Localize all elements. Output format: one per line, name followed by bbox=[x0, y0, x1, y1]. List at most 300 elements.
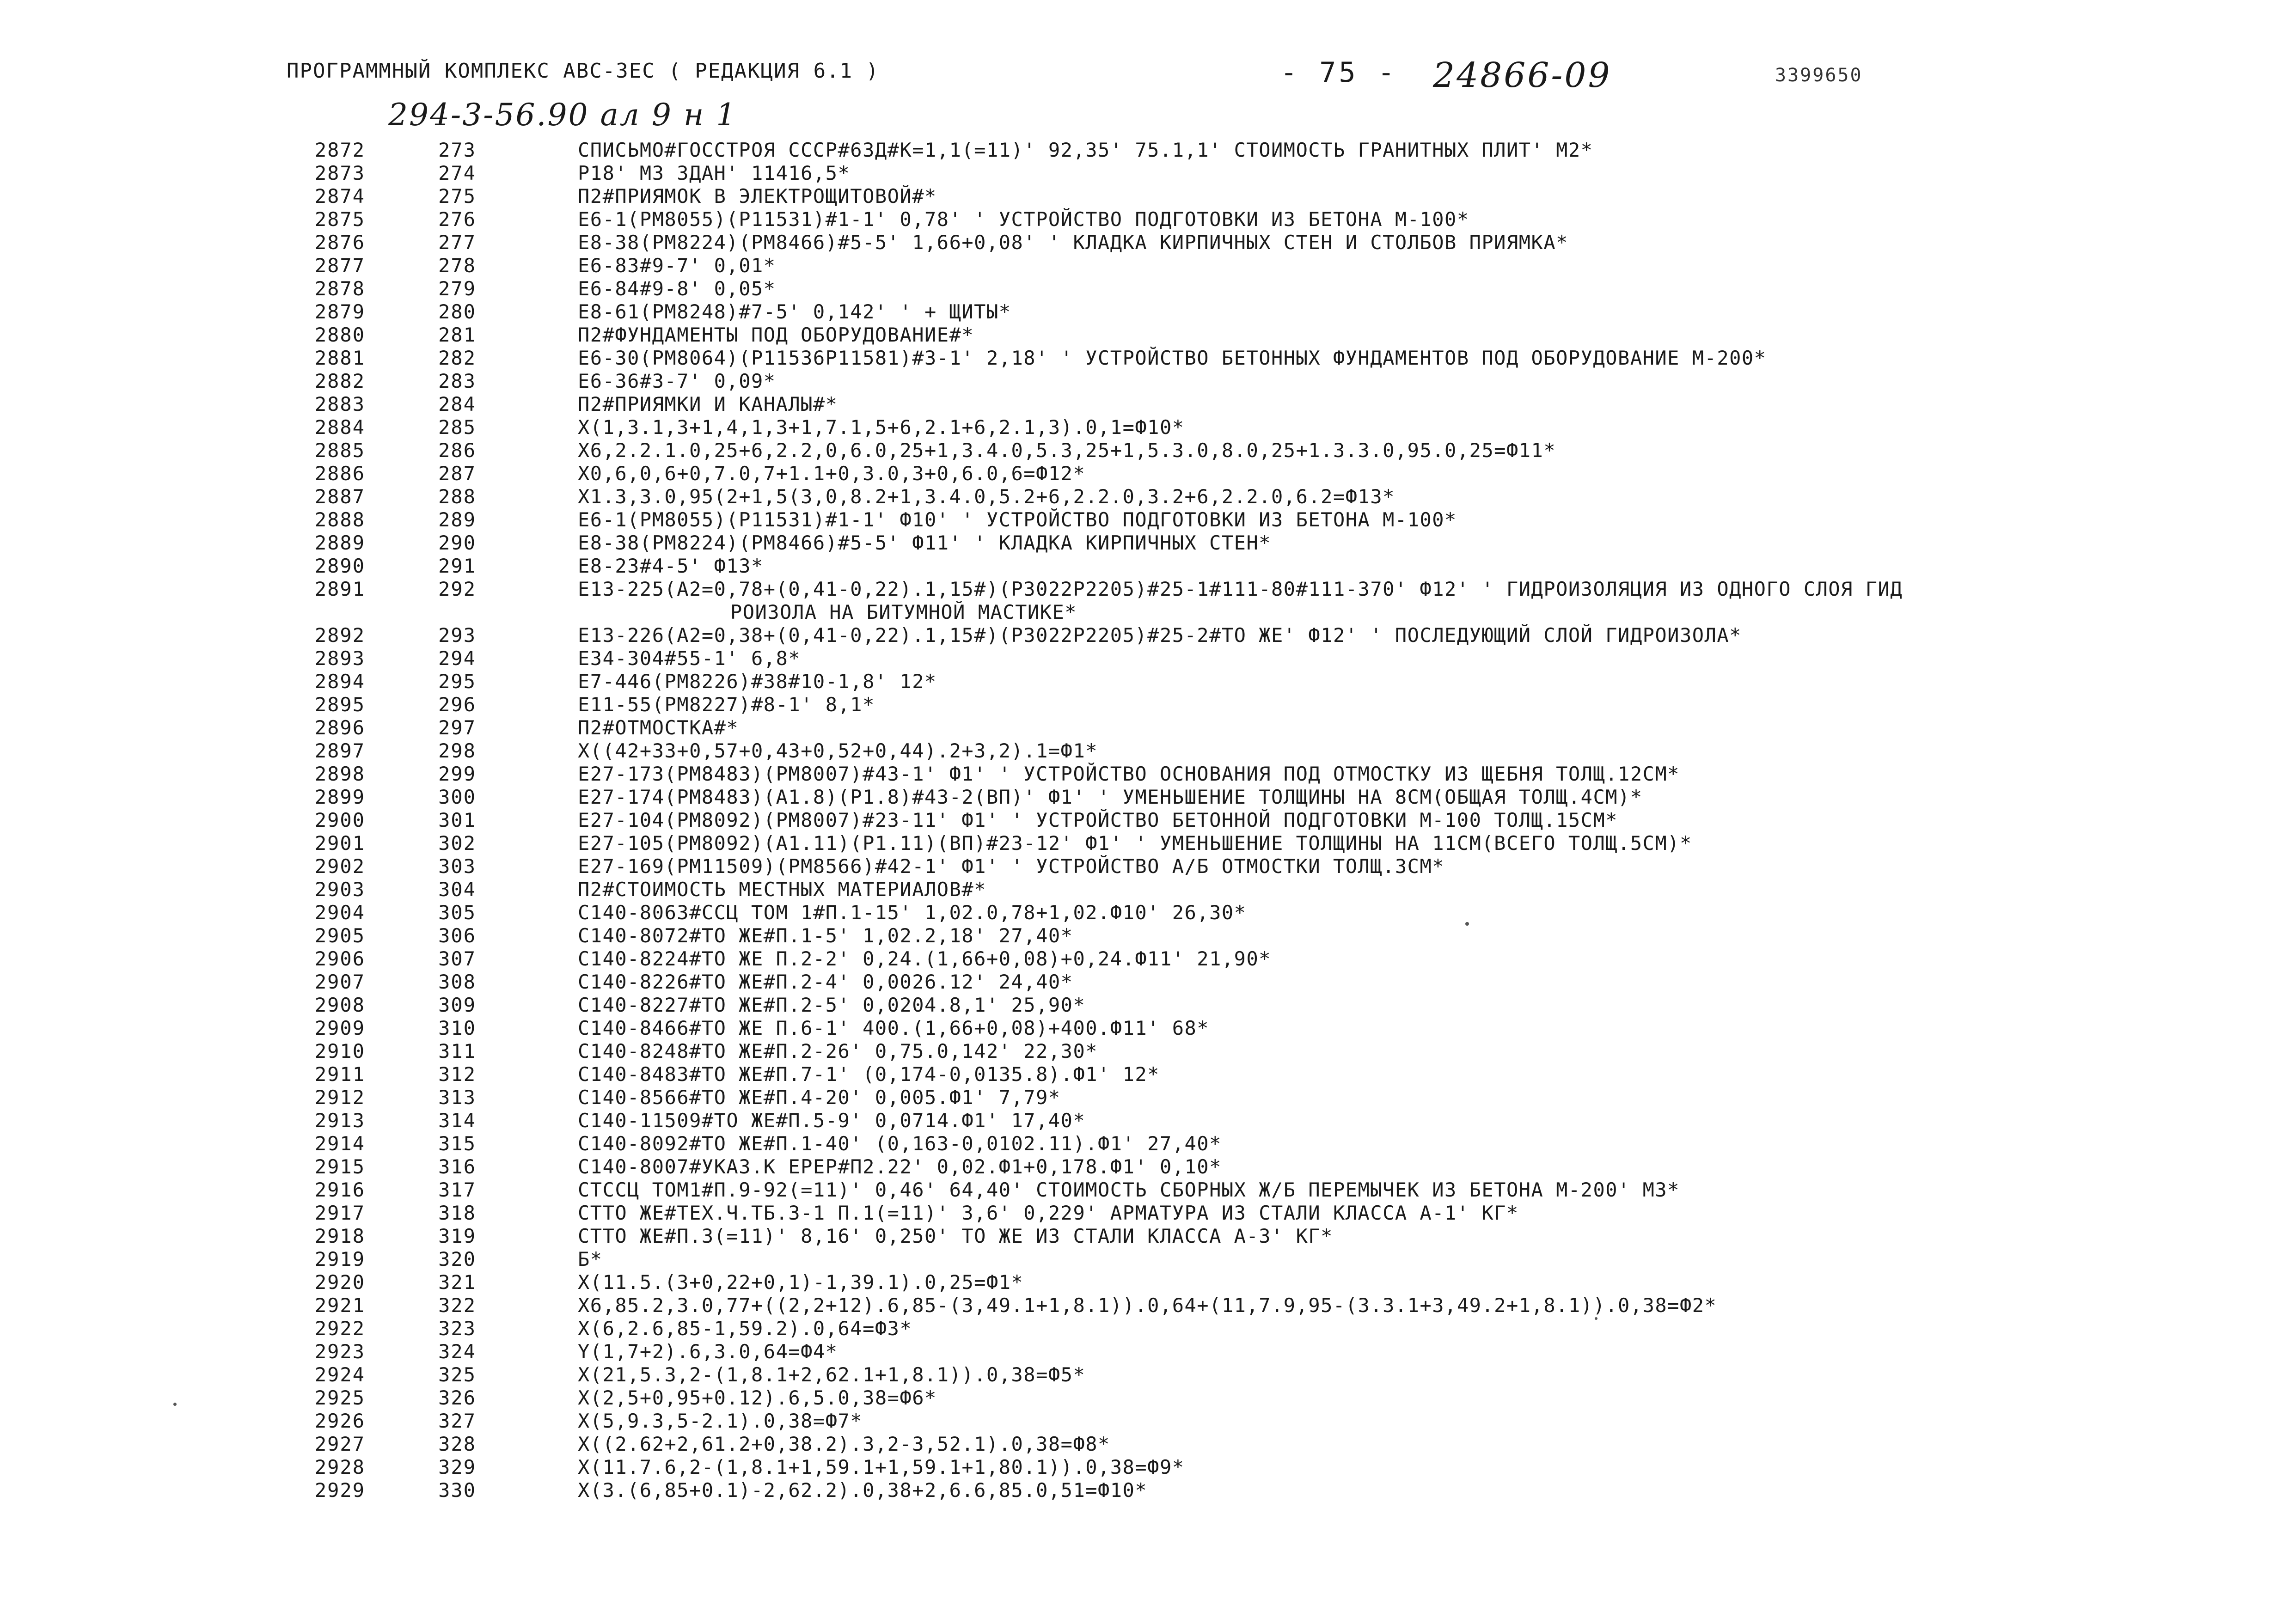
code-text bbox=[578, 693, 2265, 716]
statement-number: 296 bbox=[438, 693, 476, 716]
line-sequence-number: 2872 bbox=[314, 139, 365, 161]
line-sequence-number: 2906 bbox=[314, 947, 365, 970]
code-text bbox=[578, 254, 2265, 277]
code-text bbox=[578, 1248, 2265, 1271]
code-text-main: Е27-169(РМ11509)(РМ8566)#42-1' Ф1' ' УСТРОЙСТВО А/Б ОТМОСТКИ ТОЛЩ.3СМ* bbox=[578, 855, 1445, 878]
code-text-main: СПИСЬМО#ГОССТРОЯ СССР#63Д#К=1,1(=11)' 92,35' 75.1,1' СТОИМОСТЬ ГРАНИТНЫХ ПЛИТ' М2* bbox=[578, 139, 1593, 161]
code-listing bbox=[0, 139, 2295, 1502]
code-text-main: Е8-38(РМ8224)(РМ8466)#5-5' 1,66+0,08' ' КЛАДКА КИРПИЧНЫХ СТЕН И СТОЛБОВ ПРИЯМКА* bbox=[578, 231, 1568, 254]
listing-row bbox=[0, 555, 2295, 578]
code-text-main: Е7-446(РМ8226)#38#10-1,8' 12* bbox=[578, 670, 937, 693]
line-sequence-number: 2879 bbox=[314, 300, 365, 323]
listing-row bbox=[0, 1202, 2295, 1225]
code-text bbox=[578, 878, 2265, 901]
listing-row bbox=[0, 1433, 2295, 1456]
code-text bbox=[578, 855, 2265, 878]
statement-number: 295 bbox=[438, 670, 476, 693]
statement-number: 292 bbox=[438, 578, 476, 600]
statement-number: 315 bbox=[438, 1132, 476, 1155]
code-text-main: Х((42+33+0,57+0,43+0,52+0,44).2+3,2).1=Ф1* bbox=[578, 739, 1098, 762]
line-sequence-number: 2921 bbox=[314, 1294, 365, 1317]
code-text-main: СТССЦ ТОМ1#П.9-92(=11)' 0,46' 64,40' СТОИМОСТЬ СБОРНЫХ Ж/Б ПЕРЕМЫЧЕК ИЗ БЕТОНА М-200' М3* bbox=[578, 1178, 1680, 1201]
statement-number: 289 bbox=[438, 508, 476, 531]
statement-number: 326 bbox=[438, 1386, 476, 1409]
code-text-main: Е6-1(РМ8055)(Р11531)#1-1' Ф10' ' УСТРОЙСТВО ПОДГОТОВКИ ИЗ БЕТОНА М-100* bbox=[578, 508, 1457, 531]
listing-row bbox=[0, 1017, 2295, 1040]
listing-row bbox=[0, 947, 2295, 971]
line-sequence-number: 2891 bbox=[314, 578, 365, 600]
code-text-main: С140-8063#ССЦ ТОМ 1#П.1-15' 1,02.0,78+1,02.Ф10' 26,30* bbox=[578, 901, 1247, 924]
document-code: 3399650 bbox=[1775, 65, 1863, 86]
listing-row bbox=[0, 1132, 2295, 1155]
line-sequence-number: 2874 bbox=[314, 185, 365, 208]
code-text bbox=[578, 139, 2265, 162]
code-text bbox=[578, 531, 2265, 555]
listing-row bbox=[0, 1340, 2295, 1363]
statement-number: 299 bbox=[438, 763, 476, 785]
statement-number: 305 bbox=[438, 901, 476, 924]
listing-row bbox=[0, 1271, 2295, 1294]
code-text bbox=[578, 1294, 2265, 1317]
code-text-main: Х1.3,3.0,95(2+1,5(3,0,8.2+1,3.4.0,5.2+6,2.2.0,3.2+6,2.2.0,6.2=Ф13* bbox=[578, 485, 1395, 508]
statement-number: 273 bbox=[438, 139, 476, 161]
code-text-main: Е6-36#3-7' 0,09* bbox=[578, 370, 776, 392]
code-text-main: С140-8226#ТО ЖЕ#П.2-4' 0,0026.12' 24,40* bbox=[578, 971, 1073, 993]
code-text-main: П2#ОТМОСТКА#* bbox=[578, 716, 739, 739]
statement-number: 274 bbox=[438, 162, 476, 184]
statement-number: 278 bbox=[438, 254, 476, 277]
statement-number: 322 bbox=[438, 1294, 476, 1317]
statement-number: 310 bbox=[438, 1017, 476, 1039]
listing-row bbox=[0, 324, 2295, 347]
code-text bbox=[578, 716, 2265, 739]
listing-row bbox=[0, 370, 2295, 393]
statement-number: 302 bbox=[438, 832, 476, 855]
listing-row bbox=[0, 1086, 2295, 1109]
code-text bbox=[578, 485, 2265, 508]
line-sequence-number: 2911 bbox=[314, 1063, 365, 1086]
line-sequence-number: 2901 bbox=[314, 832, 365, 855]
code-text bbox=[578, 462, 2265, 485]
listing-row bbox=[0, 1294, 2295, 1317]
code-text bbox=[578, 324, 2265, 347]
statement-number: 307 bbox=[438, 947, 476, 970]
line-sequence-number: 2873 bbox=[314, 162, 365, 184]
listing-row bbox=[0, 855, 2295, 878]
code-text bbox=[578, 624, 2265, 647]
line-sequence-number: 2895 bbox=[314, 693, 365, 716]
scan-speck bbox=[1465, 922, 1469, 926]
code-text-main: Х0,6,0,6+0,7.0,7+1.1+0,3.0,3+0,6.0,6=Ф12* bbox=[578, 462, 1086, 485]
line-sequence-number: 2912 bbox=[314, 1086, 365, 1109]
code-text bbox=[578, 277, 2265, 300]
listing-row bbox=[0, 578, 2295, 624]
listing-row bbox=[0, 624, 2295, 647]
statement-number: 283 bbox=[438, 370, 476, 392]
listing-row bbox=[0, 208, 2295, 231]
code-text-main: С140-8466#ТО ЖЕ П.6-1' 400.(1,66+0,08)+400.Ф11' 68* bbox=[578, 1017, 1210, 1039]
code-text bbox=[578, 1086, 2265, 1109]
code-text-main: Х6,2.2.1.0,25+6,2.2,0,6.0,25+1,3.4.0,5.3,25+1,5.3.0,8.0,25+1.3.3.0,95.0,25=Ф11* bbox=[578, 439, 1556, 462]
line-sequence-number: 2913 bbox=[314, 1109, 365, 1132]
code-text-main: Е6-30(РМ8064)(Р11536Р11581)#3-1' 2,18' ' УСТРОЙСТВО БЕТОННЫХ ФУНДАМЕНТОВ ПОД ОБОРУДОВАНИЕ М-200* bbox=[578, 347, 1767, 369]
code-text-main: Е27-104(РМ8092)(РМ8007)#23-11' Ф1' ' УСТРОЙСТВО БЕТОННОЙ ПОДГОТОВКИ М-100 ТОЛЩ.15СМ* bbox=[578, 809, 1618, 831]
statement-number: 275 bbox=[438, 185, 476, 208]
code-text-main: Е27-105(РМ8092)(А1.11)(Р1.11)(ВП)#23-12' Ф1' ' УМЕНЬШЕНИЕ ТОЛЩИНЫ НА 11СМ(ВСЕГО ТОЛЩ.5СМ)* bbox=[578, 832, 1692, 855]
line-sequence-number: 2887 bbox=[314, 485, 365, 508]
listing-row bbox=[0, 277, 2295, 300]
code-text bbox=[578, 508, 2265, 531]
code-text-main: Е34-304#55-1' 6,8* bbox=[578, 647, 801, 670]
code-text-main: Е13-225(А2=0,78+(0,41-0,22).1,15#)(Р3022Р2205)#25-1#111-80#111-370' Ф12' ' ГИДРОИЗОЛЯЦИЯ ИЗ ОДНОГО СЛОЯ ГИД bbox=[578, 578, 1903, 600]
line-sequence-number: 2914 bbox=[314, 1132, 365, 1155]
code-text bbox=[578, 947, 2265, 971]
listing-row bbox=[0, 809, 2295, 832]
line-sequence-number: 2918 bbox=[314, 1225, 365, 1247]
line-sequence-number: 2878 bbox=[314, 277, 365, 300]
code-text-main: Х((2.62+2,61.2+0,38.2).3,2-3,52.1).0,38=Ф8* bbox=[578, 1433, 1110, 1455]
code-text bbox=[578, 1040, 2265, 1063]
statement-number: 284 bbox=[438, 393, 476, 415]
line-sequence-number: 2920 bbox=[314, 1271, 365, 1294]
code-text-main: С140-8092#ТО ЖЕ#П.1-40' (0,163-0,0102.11).Ф1' 27,40* bbox=[578, 1132, 1222, 1155]
listing-row bbox=[0, 393, 2295, 416]
listing-row bbox=[0, 162, 2295, 185]
listing-row bbox=[0, 1410, 2295, 1433]
handwritten-reference: 294-3-56.90 ал 9 н 1 bbox=[388, 97, 737, 133]
line-sequence-number: 2927 bbox=[314, 1433, 365, 1455]
listing-row bbox=[0, 439, 2295, 462]
scan-speck bbox=[1595, 1317, 1597, 1320]
line-sequence-number: 2882 bbox=[314, 370, 365, 392]
code-text bbox=[578, 1202, 2265, 1225]
statement-number: 320 bbox=[438, 1248, 476, 1270]
line-sequence-number: 2883 bbox=[314, 393, 365, 415]
listing-row bbox=[0, 508, 2295, 531]
listing-row bbox=[0, 1040, 2295, 1063]
line-sequence-number: 2926 bbox=[314, 1410, 365, 1432]
code-text bbox=[578, 786, 2265, 809]
statement-number: 314 bbox=[438, 1109, 476, 1132]
line-sequence-number: 2888 bbox=[314, 508, 365, 531]
listing-row bbox=[0, 716, 2295, 739]
statement-number: 276 bbox=[438, 208, 476, 231]
listing-row bbox=[0, 1456, 2295, 1479]
statement-number: 293 bbox=[438, 624, 476, 647]
code-text bbox=[578, 1479, 2265, 1502]
statement-number: 282 bbox=[438, 347, 476, 369]
listing-row bbox=[0, 670, 2295, 693]
code-text-main: С140-8007#УКАЗ.К ЕРЕР#П2.22' 0,02.Ф1+0,178.Ф1' 0,10* bbox=[578, 1155, 1222, 1178]
code-text-main: С140-8224#ТО ЖЕ П.2-2' 0,24.(1,66+0,08)+0,24.Ф11' 21,90* bbox=[578, 947, 1272, 970]
code-text bbox=[578, 1178, 2265, 1202]
statement-number: 321 bbox=[438, 1271, 476, 1294]
statement-number: 291 bbox=[438, 555, 476, 577]
statement-number: 279 bbox=[438, 277, 476, 300]
listing-row bbox=[0, 531, 2295, 555]
statement-number: 288 bbox=[438, 485, 476, 508]
line-sequence-number: 2875 bbox=[314, 208, 365, 231]
code-text-main: Е8-38(РМ8224)(РМ8466)#5-5' Ф11' ' КЛАДКА КИРПИЧНЫХ СТЕН* bbox=[578, 531, 1272, 554]
code-text-main: Е8-23#4-5' Ф13* bbox=[578, 555, 764, 577]
line-sequence-number: 2924 bbox=[314, 1363, 365, 1386]
code-text-main: СТТО ЖЕ#П.3(=11)' 8,16' 0,250' ТО ЖЕ ИЗ СТАЛИ КЛАССА А-3' КГ* bbox=[578, 1225, 1333, 1247]
statement-number: 280 bbox=[438, 300, 476, 323]
line-sequence-number: 2908 bbox=[314, 994, 365, 1016]
code-text bbox=[578, 1132, 2265, 1155]
code-text bbox=[578, 1410, 2265, 1433]
code-text bbox=[578, 994, 2265, 1017]
line-sequence-number: 2899 bbox=[314, 786, 365, 808]
statement-number: 309 bbox=[438, 994, 476, 1016]
listing-row bbox=[0, 878, 2295, 901]
scan-speck bbox=[173, 1403, 177, 1406]
document-number-handwritten: 24866-09 bbox=[1433, 55, 1612, 95]
code-text bbox=[578, 300, 2265, 324]
statement-number: 298 bbox=[438, 739, 476, 762]
code-text-main: П2#СТОИМОСТЬ МЕСТНЫХ МАТЕРИАЛОВ#* bbox=[578, 878, 986, 901]
statement-number: 286 bbox=[438, 439, 476, 462]
listing-row bbox=[0, 832, 2295, 855]
statement-number: 319 bbox=[438, 1225, 476, 1247]
code-text-main: П2#ФУНДАМЕНТЫ ПОД ОБОРУДОВАНИЕ#* bbox=[578, 324, 974, 346]
code-text-main: С140-8227#ТО ЖЕ#П.2-5' 0,0204.8,1' 25,90* bbox=[578, 994, 1086, 1016]
code-text bbox=[578, 1363, 2265, 1386]
line-sequence-number: 2885 bbox=[314, 439, 365, 462]
code-text bbox=[578, 670, 2265, 693]
listing-row bbox=[0, 1363, 2295, 1386]
code-text bbox=[578, 370, 2265, 393]
line-sequence-number: 2903 bbox=[314, 878, 365, 901]
code-text bbox=[578, 1433, 2265, 1456]
code-text-main: С140-8072#ТО ЖЕ#П.1-5' 1,02.2,18' 27,40* bbox=[578, 924, 1073, 947]
listing-row bbox=[0, 1155, 2295, 1178]
code-text-main: Е27-173(РМ8483)(РМ8007)#43-1' Ф1' ' УСТРОЙСТВО ОСНОВАНИЯ ПОД ОТМОСТКУ ИЗ ЩЕБНЯ ТОЛЩ.12СМ* bbox=[578, 763, 1680, 785]
listing-row bbox=[0, 231, 2295, 254]
statement-number: 297 bbox=[438, 716, 476, 739]
line-sequence-number: 2904 bbox=[314, 901, 365, 924]
code-text bbox=[578, 578, 2265, 624]
statement-number: 303 bbox=[438, 855, 476, 878]
code-text bbox=[578, 832, 2265, 855]
code-text-main: Х(3.(6,85+0.1)-2,62.2).0,38+2,6.6,85.0,51=Ф10* bbox=[578, 1479, 1148, 1502]
code-text-main: Х(5,9.3,5-2.1).0,38=Ф7* bbox=[578, 1410, 863, 1432]
line-sequence-number: 2905 bbox=[314, 924, 365, 947]
statement-number: 330 bbox=[438, 1479, 476, 1502]
listing-row bbox=[0, 1109, 2295, 1132]
code-text-main: Е11-55(РМ8227)#8-1' 8,1* bbox=[578, 693, 875, 716]
code-text-main: Е6-1(РМ8055)(Р11531)#1-1' 0,78' ' УСТРОЙСТВО ПОДГОТОВКИ ИЗ БЕТОНА М-100* bbox=[578, 208, 1469, 231]
code-text-main: С140-8566#ТО ЖЕ#П.4-20' 0,005.Ф1' 7,79* bbox=[578, 1086, 1061, 1109]
code-text bbox=[578, 1225, 2265, 1248]
listing-row bbox=[0, 647, 2295, 670]
statement-number: 323 bbox=[438, 1317, 476, 1340]
statement-number: 327 bbox=[438, 1410, 476, 1432]
line-sequence-number: 2900 bbox=[314, 809, 365, 831]
code-text-main: С140-11509#ТО ЖЕ#П.5-9' 0,0714.Ф1' 17,40* bbox=[578, 1109, 1086, 1132]
code-text-main: Y(1,7+2).6,3.0,64=Ф4* bbox=[578, 1340, 838, 1363]
listing-row bbox=[0, 901, 2295, 924]
listing-row bbox=[0, 924, 2295, 947]
statement-number: 281 bbox=[438, 324, 476, 346]
code-text bbox=[578, 416, 2265, 439]
statement-number: 312 bbox=[438, 1063, 476, 1086]
code-text bbox=[578, 185, 2265, 208]
statement-number: 325 bbox=[438, 1363, 476, 1386]
line-sequence-number: 2909 bbox=[314, 1017, 365, 1039]
code-text-main: Х(11.5.(3+0,22+0,1)-1,39.1).0,25=Ф1* bbox=[578, 1271, 1024, 1294]
code-text bbox=[578, 231, 2265, 254]
line-sequence-number: 2892 bbox=[314, 624, 365, 647]
line-sequence-number: 2880 bbox=[314, 324, 365, 346]
code-text bbox=[578, 208, 2265, 231]
listing-row bbox=[0, 139, 2295, 162]
code-text bbox=[578, 647, 2265, 670]
line-sequence-number: 2902 bbox=[314, 855, 365, 878]
line-sequence-number: 2910 bbox=[314, 1040, 365, 1062]
statement-number: 308 bbox=[438, 971, 476, 993]
line-sequence-number: 2917 bbox=[314, 1202, 365, 1224]
listing-row bbox=[0, 462, 2295, 485]
listing-row bbox=[0, 485, 2295, 508]
listing-row bbox=[0, 254, 2295, 277]
code-text-main: Е6-84#9-8' 0,05* bbox=[578, 277, 776, 300]
line-sequence-number: 2916 bbox=[314, 1178, 365, 1201]
statement-number: 329 bbox=[438, 1456, 476, 1478]
listing-row bbox=[0, 739, 2295, 763]
line-sequence-number: 2886 bbox=[314, 462, 365, 485]
code-text-continuation: РОИЗОЛА НА БИТУМНОЙ МАСТИКЕ* bbox=[730, 601, 1077, 623]
line-sequence-number: 2893 bbox=[314, 647, 365, 670]
code-text bbox=[578, 901, 2265, 924]
line-sequence-number: 2925 bbox=[314, 1386, 365, 1409]
code-text bbox=[578, 162, 2265, 185]
code-text-main: С140-8248#ТО ЖЕ#П.2-26' 0,75.0,142' 22,30* bbox=[578, 1040, 1098, 1062]
code-text-main: Е6-83#9-7' 0,01* bbox=[578, 254, 776, 277]
listing-row bbox=[0, 971, 2295, 994]
statement-number: 287 bbox=[438, 462, 476, 485]
code-text-main: С140-8483#ТО ЖЕ#П.7-1' (0,174-0,0135.8).Ф1' 12* bbox=[578, 1063, 1160, 1086]
code-text bbox=[578, 1317, 2265, 1340]
code-text bbox=[578, 393, 2265, 416]
code-text-main: Х(1,3.1,3+1,4,1,3+1,7.1,5+6,2.1+6,2.1,3).0,1=Ф10* bbox=[578, 416, 1185, 439]
statement-number: 317 bbox=[438, 1178, 476, 1201]
listing-row bbox=[0, 1386, 2295, 1410]
code-text-main: Е27-174(РМ8483)(А1.8)(Р1.8)#43-2(ВП)' Ф1' ' УМЕНЬШЕНИЕ ТОЛЩИНЫ НА 8СМ(ОБЩАЯ ТОЛЩ.4СМ)* bbox=[578, 786, 1643, 808]
code-text-main: Х(2,5+0,95+0.12).6,5.0,38=Ф6* bbox=[578, 1386, 937, 1409]
line-sequence-number: 2897 bbox=[314, 739, 365, 762]
code-text bbox=[578, 1017, 2265, 1040]
line-sequence-number: 2922 bbox=[314, 1317, 365, 1340]
code-text-main: Р18' МЗ ЗДАН' 11416,5* bbox=[578, 162, 851, 184]
code-text-main: СТТО ЖЕ#ТЕХ.Ч.ТБ.3-1 П.1(=11)' 3,6' 0,229' АРМАТУРА ИЗ СТАЛИ КЛАССА А-1' КГ* bbox=[578, 1202, 1519, 1224]
line-sequence-number: 2889 bbox=[314, 531, 365, 554]
line-sequence-number: 2884 bbox=[314, 416, 365, 439]
code-text bbox=[578, 347, 2265, 370]
line-sequence-number: 2894 bbox=[314, 670, 365, 693]
listing-row bbox=[0, 1178, 2295, 1202]
line-sequence-number: 2890 bbox=[314, 555, 365, 577]
listing-row bbox=[0, 347, 2295, 370]
code-text bbox=[578, 555, 2265, 578]
line-sequence-number: 2877 bbox=[314, 254, 365, 277]
code-text bbox=[578, 1340, 2265, 1363]
listing-row bbox=[0, 1225, 2295, 1248]
page-number: - 75 - bbox=[1280, 56, 1397, 89]
code-text bbox=[578, 1456, 2265, 1479]
code-text-main: Е8-61(РМ8248)#7-5' 0,142' ' + ЩИТЫ* bbox=[578, 300, 1011, 323]
statement-number: 316 bbox=[438, 1155, 476, 1178]
listing-row bbox=[0, 763, 2295, 786]
statement-number: 328 bbox=[438, 1433, 476, 1455]
statement-number: 301 bbox=[438, 809, 476, 831]
code-text bbox=[578, 763, 2265, 786]
code-text-main: Б* bbox=[578, 1248, 603, 1270]
code-text bbox=[578, 1155, 2265, 1178]
code-text-main: Х(21,5.3,2-(1,8.1+2,62.1+1,8.1)).0,38=Ф5* bbox=[578, 1363, 1086, 1386]
code-text bbox=[578, 971, 2265, 994]
line-sequence-number: 2896 bbox=[314, 716, 365, 739]
code-text bbox=[578, 1271, 2265, 1294]
line-sequence-number: 2929 bbox=[314, 1479, 365, 1502]
code-text bbox=[578, 1063, 2265, 1086]
listing-row bbox=[0, 300, 2295, 324]
code-text bbox=[578, 439, 2265, 462]
listing-row bbox=[0, 1317, 2295, 1340]
line-sequence-number: 2898 bbox=[314, 763, 365, 785]
listing-row bbox=[0, 1248, 2295, 1271]
code-text-main: Х6,85.2,3.0,77+((2,2+12).6,85-(3,49.1+1,8.1)).0,64+(11,7.9,95-(3.3.1+3,49.2+1,8.1)).0,38=Ф2* bbox=[578, 1294, 1717, 1317]
code-text-main: Е13-226(А2=0,38+(0,41-0,22).1,15#)(Р3022Р2205)#25-2#ТО ЖЕ' Ф12' ' ПОСЛЕДУЮЩИЙ СЛОЙ ГИДРОИЗОЛА* bbox=[578, 624, 1742, 647]
code-text bbox=[578, 1109, 2265, 1132]
code-text-main: П2#ПРИЯМКИ И КАНАЛЫ#* bbox=[578, 393, 838, 415]
line-sequence-number: 2881 bbox=[314, 347, 365, 369]
code-text-main: П2#ПРИЯМОК В ЭЛЕКТРОЩИТОВОЙ#* bbox=[578, 185, 937, 208]
statement-number: 285 bbox=[438, 416, 476, 439]
listing-row bbox=[0, 1479, 2295, 1502]
code-text-main: Х(11.7.6,2-(1,8.1+1,59.1+1,59.1+1,80.1)).0,38=Ф9* bbox=[578, 1456, 1185, 1478]
statement-number: 324 bbox=[438, 1340, 476, 1363]
statement-number: 318 bbox=[438, 1202, 476, 1224]
line-sequence-number: 2923 bbox=[314, 1340, 365, 1363]
listing-row bbox=[0, 1063, 2295, 1086]
line-sequence-number: 2928 bbox=[314, 1456, 365, 1478]
listing-row bbox=[0, 994, 2295, 1017]
statement-number: 277 bbox=[438, 231, 476, 254]
code-text bbox=[578, 809, 2265, 832]
statement-number: 304 bbox=[438, 878, 476, 901]
code-text-main: Х(6,2.6,85-1,59.2).0,64=Ф3* bbox=[578, 1317, 912, 1340]
listing-row bbox=[0, 416, 2295, 439]
listing-row bbox=[0, 185, 2295, 208]
code-text bbox=[578, 739, 2265, 763]
code-text bbox=[578, 1386, 2265, 1410]
line-sequence-number: 2876 bbox=[314, 231, 365, 254]
code-text bbox=[578, 924, 2265, 947]
statement-number: 306 bbox=[438, 924, 476, 947]
line-sequence-number: 2907 bbox=[314, 971, 365, 993]
statement-number: 300 bbox=[438, 786, 476, 808]
statement-number: 294 bbox=[438, 647, 476, 670]
listing-row bbox=[0, 693, 2295, 716]
program-title: ПРОГРАММНЫЙ КОМПЛЕКС АВС-3ЕС ( РЕДАКЦИЯ 6.1 ) bbox=[287, 59, 880, 83]
listing-row bbox=[0, 786, 2295, 809]
line-sequence-number: 2915 bbox=[314, 1155, 365, 1178]
statement-number: 290 bbox=[438, 531, 476, 554]
line-sequence-number: 2919 bbox=[314, 1248, 365, 1270]
statement-number: 311 bbox=[438, 1040, 476, 1062]
statement-number: 313 bbox=[438, 1086, 476, 1109]
